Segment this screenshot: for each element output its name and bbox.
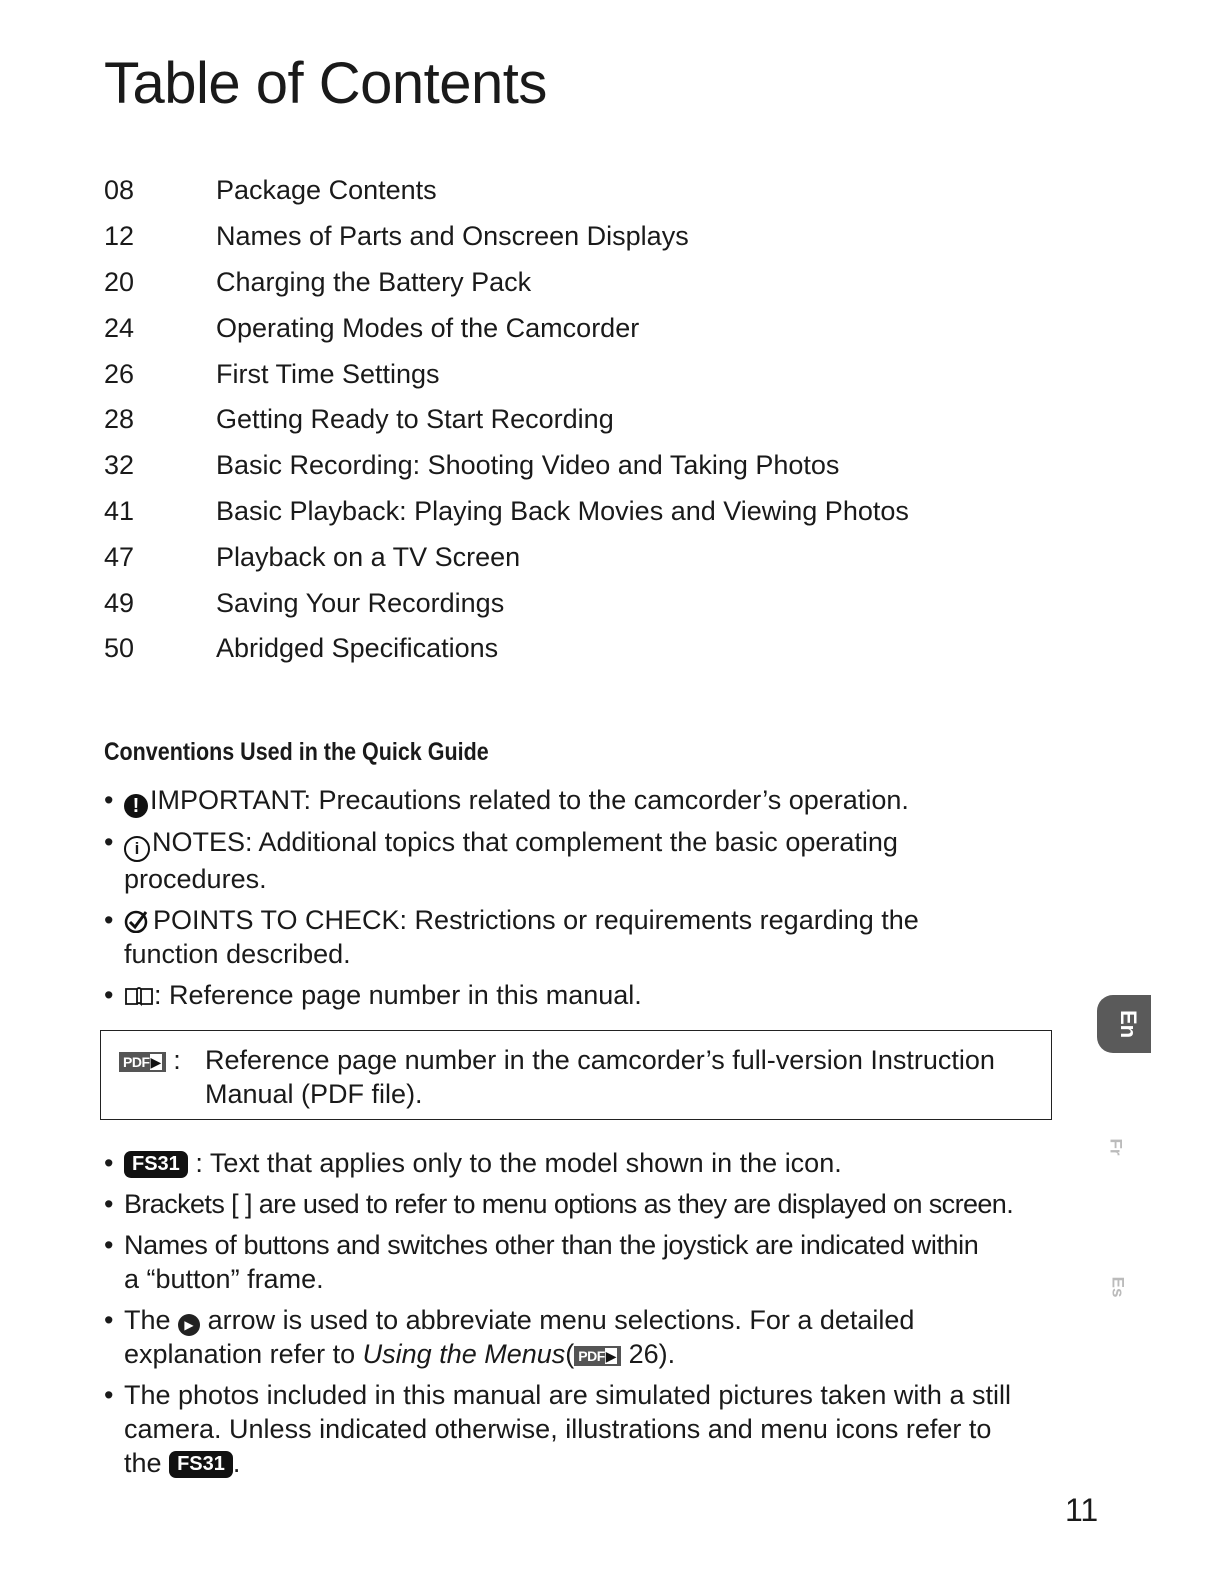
toc-page-number: 49: [104, 587, 135, 618]
language-tab-en[interactable]: [1097, 995, 1151, 1053]
bullet-dot: •: [104, 905, 114, 935]
names-text-line2: a “button” frame.: [124, 1264, 324, 1294]
toc-entry-title: Getting Ready to Start Recording: [216, 404, 614, 435]
page-title: Table of Contents: [104, 51, 547, 116]
toc-row[interactable]: [104, 443, 1004, 489]
pdf-badge-label: PDF: [578, 1348, 605, 1364]
names-text-line1: Names of buttons and switches other than the joystick are indicated within: [124, 1230, 979, 1260]
toc-page-number: 47: [104, 541, 135, 572]
model-fs31-badge: FS31: [124, 1151, 188, 1178]
toc-page-number: 28: [104, 404, 135, 435]
toc-entry-title: Basic Recording: Shooting Video and Taking Photos: [216, 450, 840, 481]
pdf-icon: [119, 1052, 166, 1072]
bullet-dot: •: [104, 1305, 114, 1335]
toc-entry-title: Names of Parts and Onscreen Displays: [216, 221, 689, 252]
toc-page-number: 08: [104, 175, 135, 206]
bullet-dot: •: [104, 1230, 114, 1260]
toc-page-number: 20: [104, 266, 135, 297]
fs-text: : Text that applies only to the model shown in the icon.: [195, 1148, 842, 1178]
conventions-heading: Conventions Used in the Quick Guide: [104, 738, 489, 766]
language-tab-en-label: En: [1116, 1009, 1142, 1039]
toc-row[interactable]: [104, 489, 1004, 535]
pdf-arrow-icon: ▶: [150, 1054, 161, 1070]
arrow-page-ref: 26).: [628, 1339, 676, 1369]
bullet-dot: •: [104, 1148, 114, 1178]
points-text-line1: POINTS TO CHECK: Restrictions or requirements regarding the: [153, 905, 919, 935]
model-fs31-badge: FS31: [169, 1451, 233, 1478]
toc-entry-title: Operating Modes of the Camcorder: [216, 312, 640, 343]
toc-row[interactable]: [104, 260, 1004, 306]
list-item: [104, 1187, 1064, 1221]
photos-text-end: .: [232, 1448, 241, 1478]
pdf-text-line1: Reference page number in the camcorder’s full-version Instruction: [205, 1045, 995, 1075]
pdf-icon: [574, 1346, 621, 1366]
pdf-text-line2: Manual (PDF file).: [205, 1079, 423, 1109]
bullet-dot: •: [104, 785, 114, 815]
notes-text-line2: procedures.: [124, 864, 267, 894]
arrow-text-post: arrow is used to abbreviate menu selections. For a detailed: [207, 1305, 915, 1335]
toc-page-number: 12: [104, 221, 135, 252]
toc-row[interactable]: [104, 626, 1004, 672]
important-icon: !: [124, 794, 148, 818]
arrow-text-pre: The: [124, 1305, 171, 1335]
points-text-line2: function described.: [124, 939, 351, 969]
list-item: [104, 1146, 1064, 1180]
reference-text: : Reference page number in this manual.: [154, 980, 642, 1010]
toc-list: [104, 168, 1004, 672]
bullet-dot: •: [104, 980, 114, 1010]
toc-page-number: 26: [104, 358, 135, 389]
bullet-dot: •: [104, 1380, 114, 1410]
info-icon: i: [124, 836, 150, 862]
list-item: [104, 903, 1064, 971]
language-tab-fr[interactable]: [1107, 1137, 1124, 1157]
list-item: [104, 1378, 1064, 1480]
toc-row[interactable]: [104, 580, 1004, 626]
pdf-colon: :: [173, 1045, 181, 1075]
menus-reference-link[interactable]: Using the Menus: [362, 1339, 566, 1369]
conventions-list-bottom: [104, 1146, 1064, 1487]
toc-entry-title: Playback on a TV Screen: [216, 541, 521, 572]
toc-row[interactable]: [104, 397, 1004, 443]
pdf-badge-label: PDF: [123, 1054, 150, 1070]
pdf-reference-box: [100, 1030, 1052, 1120]
page-number: 11: [1065, 1492, 1099, 1528]
bullet-dot: •: [104, 827, 114, 857]
photos-text-line1: The photos included in this manual are simulated pictures taken with a still: [124, 1380, 1011, 1410]
toc-entry-title: Basic Playback: Playing Back Movies and Viewing Photos: [216, 495, 909, 526]
arrow-text-line2: explanation refer to: [124, 1339, 356, 1369]
toc-page-number: 32: [104, 450, 135, 481]
toc-row[interactable]: [104, 534, 1004, 580]
arrow-icon: ▶: [178, 1314, 200, 1336]
pdf-arrow-icon: ▶: [605, 1348, 617, 1364]
conventions-list-top: [104, 783, 1064, 1019]
toc-row[interactable]: [104, 305, 1004, 351]
toc-entry-title: Abridged Specifications: [216, 633, 499, 664]
toc-page-number: 24: [104, 312, 135, 343]
toc-entry-title: First Time Settings: [216, 358, 440, 389]
bullet-dot: •: [104, 1189, 114, 1219]
toc-row[interactable]: [104, 351, 1004, 397]
language-tab-es[interactable]: [1107, 1277, 1128, 1297]
toc-row[interactable]: [104, 214, 1004, 260]
toc-entry-title: Package Contents: [216, 175, 437, 206]
toc-row[interactable]: [104, 168, 1004, 214]
list-item: [104, 1228, 1064, 1296]
arrow-open-paren: (: [565, 1339, 575, 1369]
list-item: [104, 1303, 1064, 1371]
toc-entry-title: Saving Your Recordings: [216, 587, 505, 618]
checklist-icon: [124, 909, 150, 933]
list-item: [104, 978, 1064, 1012]
toc-entry-title: Charging the Battery Pack: [216, 266, 532, 297]
photos-text-line3: the: [124, 1448, 162, 1478]
notes-text-line1: NOTES: Additional topics that complement the basic operating: [152, 827, 898, 857]
list-item: [104, 783, 1064, 818]
important-text: IMPORTANT: Precautions related to the camcorder’s operation.: [150, 785, 909, 815]
toc-page-number: 50: [104, 633, 135, 664]
photos-text-line2: camera. Unless indicated otherwise, illustrations and menu icons refer to: [124, 1414, 992, 1444]
language-tab-es-label: Es: [1108, 1276, 1128, 1298]
language-tab-fr-label: Fr: [1106, 1138, 1126, 1156]
list-item: [104, 825, 1064, 896]
brackets-text: Brackets [ ] are used to refer to menu options as they are displayed on screen.: [124, 1189, 1014, 1219]
toc-page-number: 41: [104, 495, 135, 526]
book-icon: [124, 985, 154, 1007]
